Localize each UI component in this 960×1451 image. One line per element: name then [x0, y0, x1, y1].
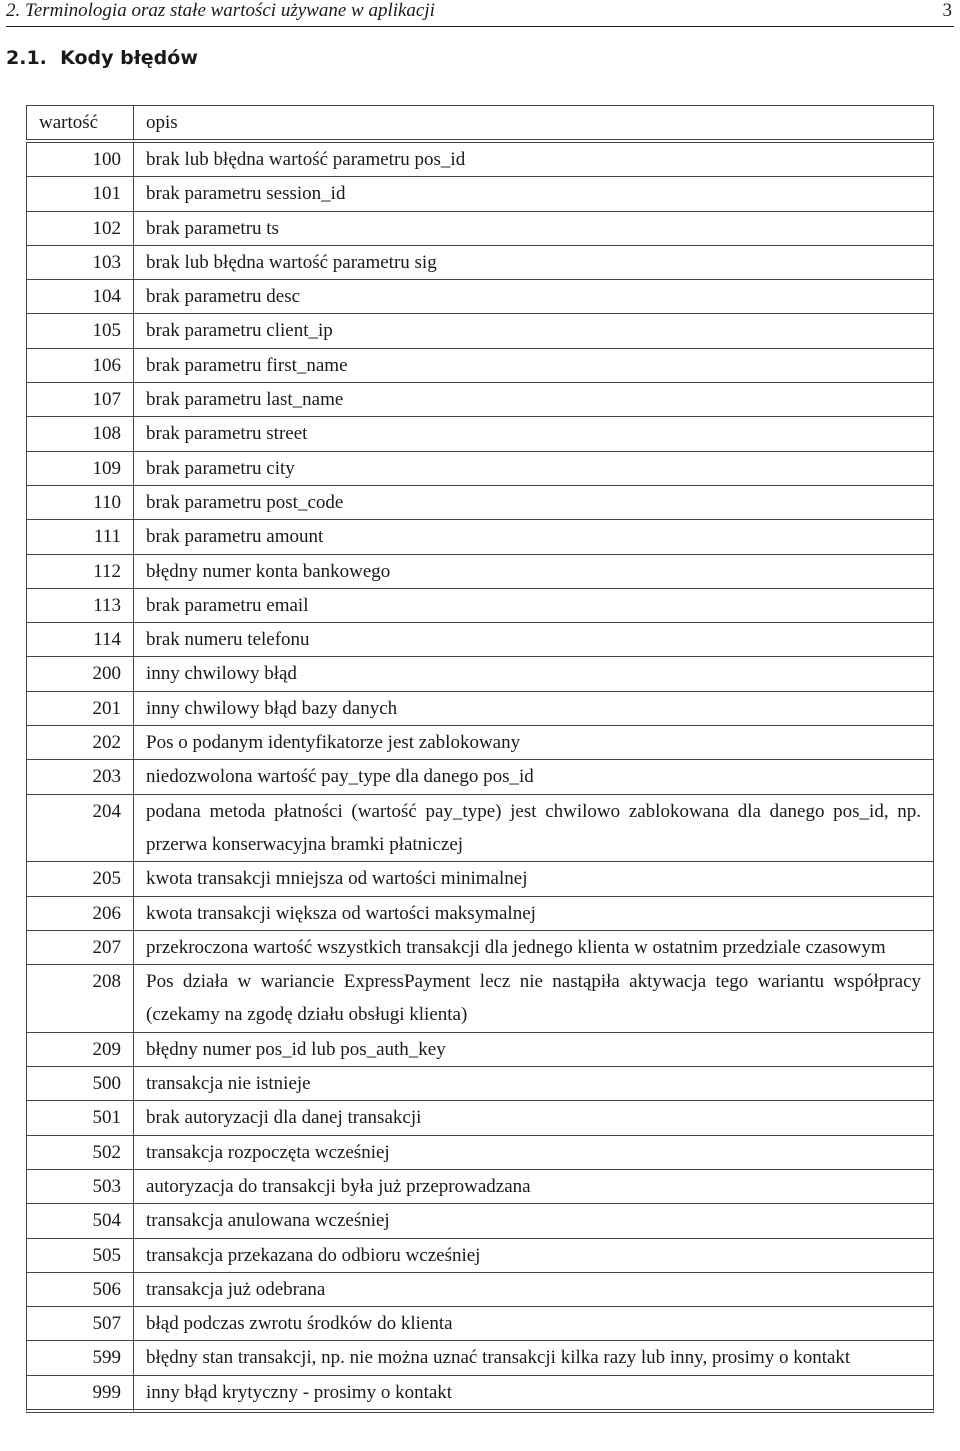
- error-description-cell: brak parametru ts: [134, 212, 934, 246]
- table-row: [26, 657, 934, 691]
- error-description-cell: brak parametru first_name: [134, 349, 934, 383]
- error-code-cell: 500: [26, 1067, 134, 1101]
- error-description-cell: błąd podczas zwrotu środków do klienta: [134, 1307, 934, 1341]
- table-row: [26, 280, 934, 314]
- table-row: [26, 383, 934, 417]
- table-row: [26, 623, 934, 657]
- error-code-cell: 102: [26, 212, 134, 246]
- table-row: [26, 212, 934, 246]
- error-description-cell: brak parametru email: [134, 589, 934, 623]
- table-row: [26, 314, 934, 348]
- error-description-cell: błędny numer konta bankowego: [134, 555, 934, 589]
- error-code-cell: 112: [26, 555, 134, 589]
- chapter-title: 2. Terminologia oraz stałe wartości używane w aplikacji: [6, 0, 435, 21]
- error-description-cell: brak parametru desc: [134, 280, 934, 314]
- error-code-cell: 111: [26, 520, 134, 554]
- error-code-cell: 207: [26, 931, 134, 965]
- error-description-cell: błędny stan transakcji, np. nie można uznać transakcji kilka razy lub inny, prosimy o kontakt: [134, 1341, 934, 1375]
- error-description-cell: brak lub błędna wartość parametru sig: [134, 246, 934, 280]
- table-row: [26, 965, 934, 1033]
- table-row: [26, 1067, 934, 1101]
- column-header-value: wartość: [26, 105, 134, 140]
- error-code-cell: 505: [26, 1239, 134, 1273]
- error-code-cell: 201: [26, 692, 134, 726]
- table-row: [26, 692, 934, 726]
- error-description-cell: transakcja anulowana wcześniej: [134, 1204, 934, 1238]
- table-row: [26, 520, 934, 554]
- table-row: [26, 486, 934, 520]
- error-code-cell: 107: [26, 383, 134, 417]
- error-code-cell: 108: [26, 417, 134, 451]
- table-row: [26, 1204, 934, 1238]
- error-description-cell: autoryzacja do transakcji była już przeprowadzana: [134, 1170, 934, 1204]
- table-row: [26, 142, 934, 177]
- error-description-cell: inny chwilowy błąd: [134, 657, 934, 691]
- table-row: [26, 1307, 934, 1341]
- error-code-cell: 208: [26, 965, 134, 1033]
- error-code-cell: 507: [26, 1307, 134, 1341]
- table-row: [26, 1341, 934, 1375]
- error-description-cell: brak autoryzacji dla danej transakcji: [134, 1101, 934, 1135]
- table-row: [26, 452, 934, 486]
- error-description-cell: brak parametru last_name: [134, 383, 934, 417]
- error-description-cell: brak parametru client_ip: [134, 314, 934, 348]
- error-description-cell: transakcja już odebrana: [134, 1273, 934, 1307]
- table-body: [26, 142, 934, 1413]
- error-code-cell: 110: [26, 486, 134, 520]
- error-description-cell: brak lub błędna wartość parametru pos_id: [134, 142, 934, 177]
- error-code-cell: 599: [26, 1341, 134, 1375]
- error-code-cell: 104: [26, 280, 134, 314]
- error-code-cell: 506: [26, 1273, 134, 1307]
- error-code-cell: 206: [26, 897, 134, 931]
- table-row: [26, 177, 934, 211]
- table-row: [26, 1239, 934, 1273]
- error-description-cell: kwota transakcji większa od wartości maksymalnej: [134, 897, 934, 931]
- error-code-cell: 109: [26, 452, 134, 486]
- error-code-cell: 205: [26, 862, 134, 896]
- error-code-cell: 501: [26, 1101, 134, 1135]
- table-row: [26, 931, 934, 965]
- error-code-cell: 114: [26, 623, 134, 657]
- error-description-cell: transakcja nie istnieje: [134, 1067, 934, 1101]
- section-heading: 2.1. Kody błędów: [6, 47, 198, 69]
- table-row: [26, 1033, 934, 1067]
- error-code-cell: 502: [26, 1136, 134, 1170]
- error-description-cell: przekroczona wartość wszystkich transakcji dla jednego klienta w ostatnim przedziale czasowym: [134, 931, 934, 965]
- error-codes-table: [26, 105, 934, 1413]
- error-code-cell: 503: [26, 1170, 134, 1204]
- error-description-cell: Pos o podanym identyfikatorze jest zablokowany: [134, 726, 934, 760]
- error-code-cell: 100: [26, 142, 134, 177]
- table-row: [26, 1273, 934, 1307]
- error-code-cell: 200: [26, 657, 134, 691]
- table-row: [26, 795, 934, 863]
- table-row: [26, 589, 934, 623]
- error-code-cell: 105: [26, 314, 134, 348]
- error-description-cell: niedozwolona wartość pay_type dla danego pos_id: [134, 760, 934, 794]
- error-description-cell: brak parametru street: [134, 417, 934, 451]
- error-description-cell: podana metoda płatności (wartość pay_type) jest chwilowo zablokowana dla danego pos_id, np. przerwa konserwacyjna bramki płatniczej: [134, 795, 934, 863]
- error-codes-table-container: [26, 105, 934, 1413]
- table-row: [26, 897, 934, 931]
- table-row: [26, 246, 934, 280]
- table-row: [26, 555, 934, 589]
- error-description-cell: brak parametru post_code: [134, 486, 934, 520]
- page-number: 3: [942, 0, 952, 21]
- table-header-row: [26, 105, 934, 140]
- table-row: [26, 1136, 934, 1170]
- error-description-cell: inny chwilowy błąd bazy danych: [134, 692, 934, 726]
- error-code-cell: 113: [26, 589, 134, 623]
- error-description-cell: brak parametru amount: [134, 520, 934, 554]
- table-row: [26, 726, 934, 760]
- error-description-cell: Pos działa w wariancie ExpressPayment lecz nie nastąpiła aktywacja tego wariantu współpracy (czekamy na zgodę działu obsługi klienta): [134, 965, 934, 1033]
- table-row: [26, 349, 934, 383]
- error-description-cell: inny błąd krytyczny - prosimy o kontakt: [134, 1376, 934, 1413]
- running-header: [6, 0, 954, 27]
- error-code-cell: 103: [26, 246, 134, 280]
- column-header-description: opis: [134, 105, 934, 140]
- error-description-cell: kwota transakcji mniejsza od wartości minimalnej: [134, 862, 934, 896]
- error-code-cell: 202: [26, 726, 134, 760]
- table-row: [26, 1101, 934, 1135]
- error-description-cell: brak parametru session_id: [134, 177, 934, 211]
- error-code-cell: 101: [26, 177, 134, 211]
- table-row: [26, 760, 934, 794]
- error-code-cell: 106: [26, 349, 134, 383]
- table-row: [26, 1376, 934, 1413]
- error-code-cell: 204: [26, 795, 134, 863]
- error-description-cell: brak parametru city: [134, 452, 934, 486]
- error-description-cell: błędny numer pos_id lub pos_auth_key: [134, 1033, 934, 1067]
- error-description-cell: transakcja przekazana do odbioru wcześniej: [134, 1239, 934, 1273]
- error-code-cell: 504: [26, 1204, 134, 1238]
- table-row: [26, 1170, 934, 1204]
- error-code-cell: 209: [26, 1033, 134, 1067]
- error-code-cell: 999: [26, 1376, 134, 1413]
- table-row: [26, 862, 934, 896]
- error-code-cell: 203: [26, 760, 134, 794]
- error-description-cell: brak numeru telefonu: [134, 623, 934, 657]
- error-description-cell: transakcja rozpoczęta wcześniej: [134, 1136, 934, 1170]
- table-row: [26, 417, 934, 451]
